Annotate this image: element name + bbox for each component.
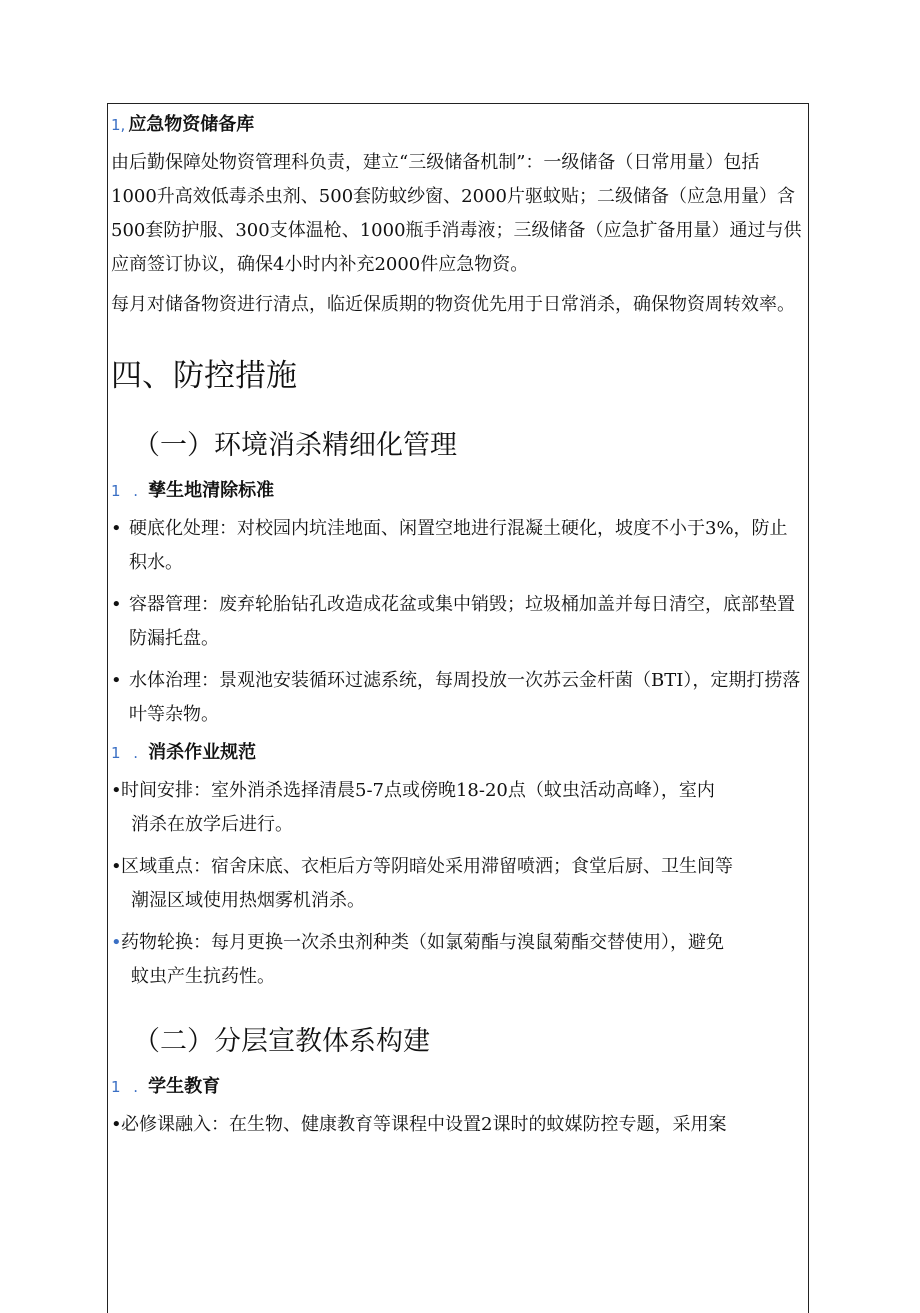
bullet-icon: • xyxy=(111,670,122,691)
list-item xyxy=(111,664,805,732)
list-item xyxy=(111,588,805,656)
reserve-paragraph-1: 由后勤保障处物资管理科负责，建立“三级储备机制”：一级储备（日常用量）包括1000升高效低毒杀虫剂、500套防蚊纱窗、2000片驱蚊贴；二级储备（应急用量）含500套防护服、300支体温枪、1000瓶手消毒液；三级储备（应急扩备用量）通过与供应商签订协议，确保4小时内补充2000件应急物资。 xyxy=(111,152,802,275)
sub1-group2-heading xyxy=(111,740,805,766)
list-item-line: 时间安排：室外消杀选择清晨5-7点或傍晚18-20点（蚊虫活动高峰），室内 xyxy=(121,780,715,801)
list-item-text: 水体治理：景观池安装循环过滤系统，每周投放一次苏云金杆菌（BTI），定期打捞落叶等杂物。 xyxy=(129,670,801,725)
list-item-line: 潮湿区域使用热烟雾机消杀。 xyxy=(131,890,365,911)
list-item-text: 容器管理：废弃轮胎钻孔改造成花盆或集中销毁；垃圾桶加盖并每日清空，底部垫置防漏托盘。 xyxy=(129,594,795,649)
list-item-text: 硬底化处理：对校园内坑洼地面、闲置空地进行混凝土硬化，坡度不小于3%，防止积水。 xyxy=(129,518,788,573)
list-item xyxy=(111,1108,805,1142)
list-item xyxy=(111,774,805,842)
bullet-icon: • xyxy=(111,594,122,615)
reserve-heading xyxy=(111,112,805,138)
sub1-group1-heading xyxy=(111,478,805,504)
sub2-title: （二）分层宣教体系构建 xyxy=(133,1026,430,1057)
bullet-icon: • xyxy=(111,856,122,877)
list-item-line: 药物轮换：每月更换一次杀虫剂种类（如氯菊酯与溴鼠菊酯交替使用），避免 xyxy=(121,932,724,953)
list-item-line: 必修课融入：在生物、健康教育等课程中设置2课时的蚊媒防控专题，采用案 xyxy=(121,1114,727,1135)
bullet-icon: • xyxy=(111,780,122,801)
reserve-number: 1, xyxy=(111,116,126,134)
list-item xyxy=(111,926,805,994)
document-body xyxy=(111,108,805,1150)
bullet-icon: • xyxy=(111,518,122,539)
list-item-line: 区域重点：宿舍床底、衣柜后方等阴暗处采用滞留喷洒；食堂后厨、卫生间等 xyxy=(121,856,733,877)
chapter-title: 四、防控措施 xyxy=(111,358,297,394)
sub2-group1-heading xyxy=(111,1074,805,1100)
sub1-group2-title: 消杀作业规范 xyxy=(148,742,257,763)
list-item-line: 消杀在放学后进行。 xyxy=(131,814,293,835)
list-item xyxy=(111,512,805,580)
sub1-group2-number: 1 . xyxy=(111,744,143,762)
sub2-group1-title: 学生教育 xyxy=(148,1076,221,1097)
bullet-icon: • xyxy=(111,932,122,953)
reserve-title: 应急物资储备库 xyxy=(128,114,255,135)
sub1-group1-title: 孳生地清除标准 xyxy=(148,480,275,501)
sub2-group1-number: 1 . xyxy=(111,1078,143,1096)
sub1-group1-number: 1 . xyxy=(111,482,143,500)
bullet-icon: • xyxy=(111,1114,122,1135)
list-item xyxy=(111,850,805,918)
reserve-paragraph-2: 每月对储备物资进行清点，临近保质期的物资优先用于日常消杀，确保物资周转效率。 xyxy=(111,294,795,315)
list-item-line: 蚊虫产生抗药性。 xyxy=(131,966,275,987)
sub1-title: （一）环境消杀精细化管理 xyxy=(133,430,457,461)
